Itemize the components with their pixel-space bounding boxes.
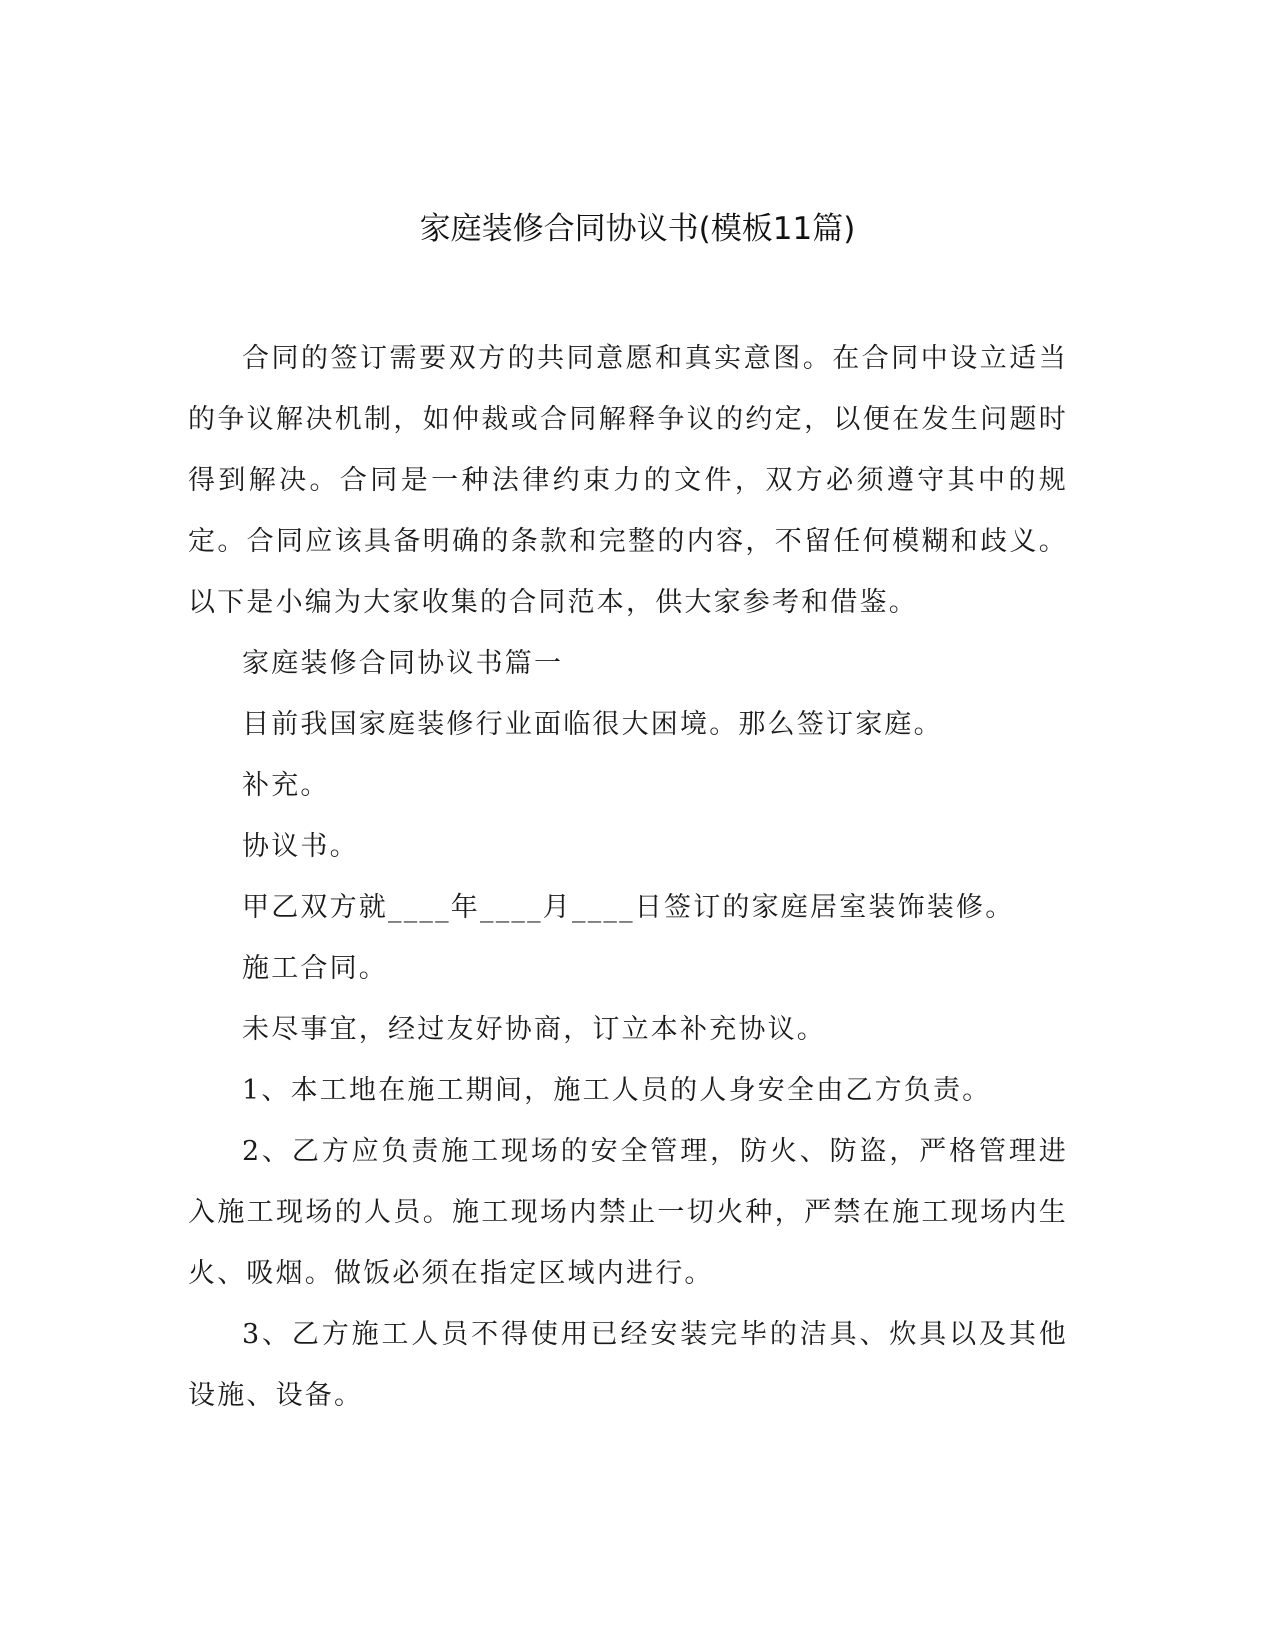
paragraph: 补充。 [242,770,330,801]
section-heading: 家庭装修合同协议书篇一 [242,648,564,679]
clause-2: 2、乙方应负责施工现场的安全管理，防火、防盗，严格管理进入施工现场的人员。施工现场内禁止一切火种，严禁在施工现场内生火、吸烟。做饭必须在指定区域内进行。 [188,1136,1068,1289]
paragraph: 施工合同。 [242,953,388,984]
document-body [188,328,1068,1426]
paragraph: 协议书。 [242,831,359,862]
paragraph: 甲乙双方就____年____月____日签订的家庭居室装饰装修。 [242,892,1015,923]
clause-3: 3、乙方施工人员不得使用已经安装完毕的洁具、炊具以及其他设施、设备。 [188,1319,1068,1411]
clause-1: 1、本工地在施工期间，施工人员的人身安全由乙方负责。 [242,1075,992,1106]
intro-paragraph: 合同的签订需要双方的共同意愿和真实意图。在合同中设立适当的争议解决机制，如仲裁或合同解释争议的约定，以便在发生问题时得到解决。合同是一种法律约束力的文件，双方必须遵守其中的规定。合同应该具备明确的条款和完整的内容，不留任何模糊和歧义。以下是小编为大家收集的合同范本，供大家参考和借鉴。 [188,343,1068,618]
document-title: 家庭装修合同协议书(模板11篇) [419,211,856,247]
paragraph: 目前我国家庭装修行业面临很大困境。那么签订家庭。 [242,709,943,740]
paragraph: 未尽事宜，经过友好协商，订立本补充协议。 [242,1014,826,1045]
